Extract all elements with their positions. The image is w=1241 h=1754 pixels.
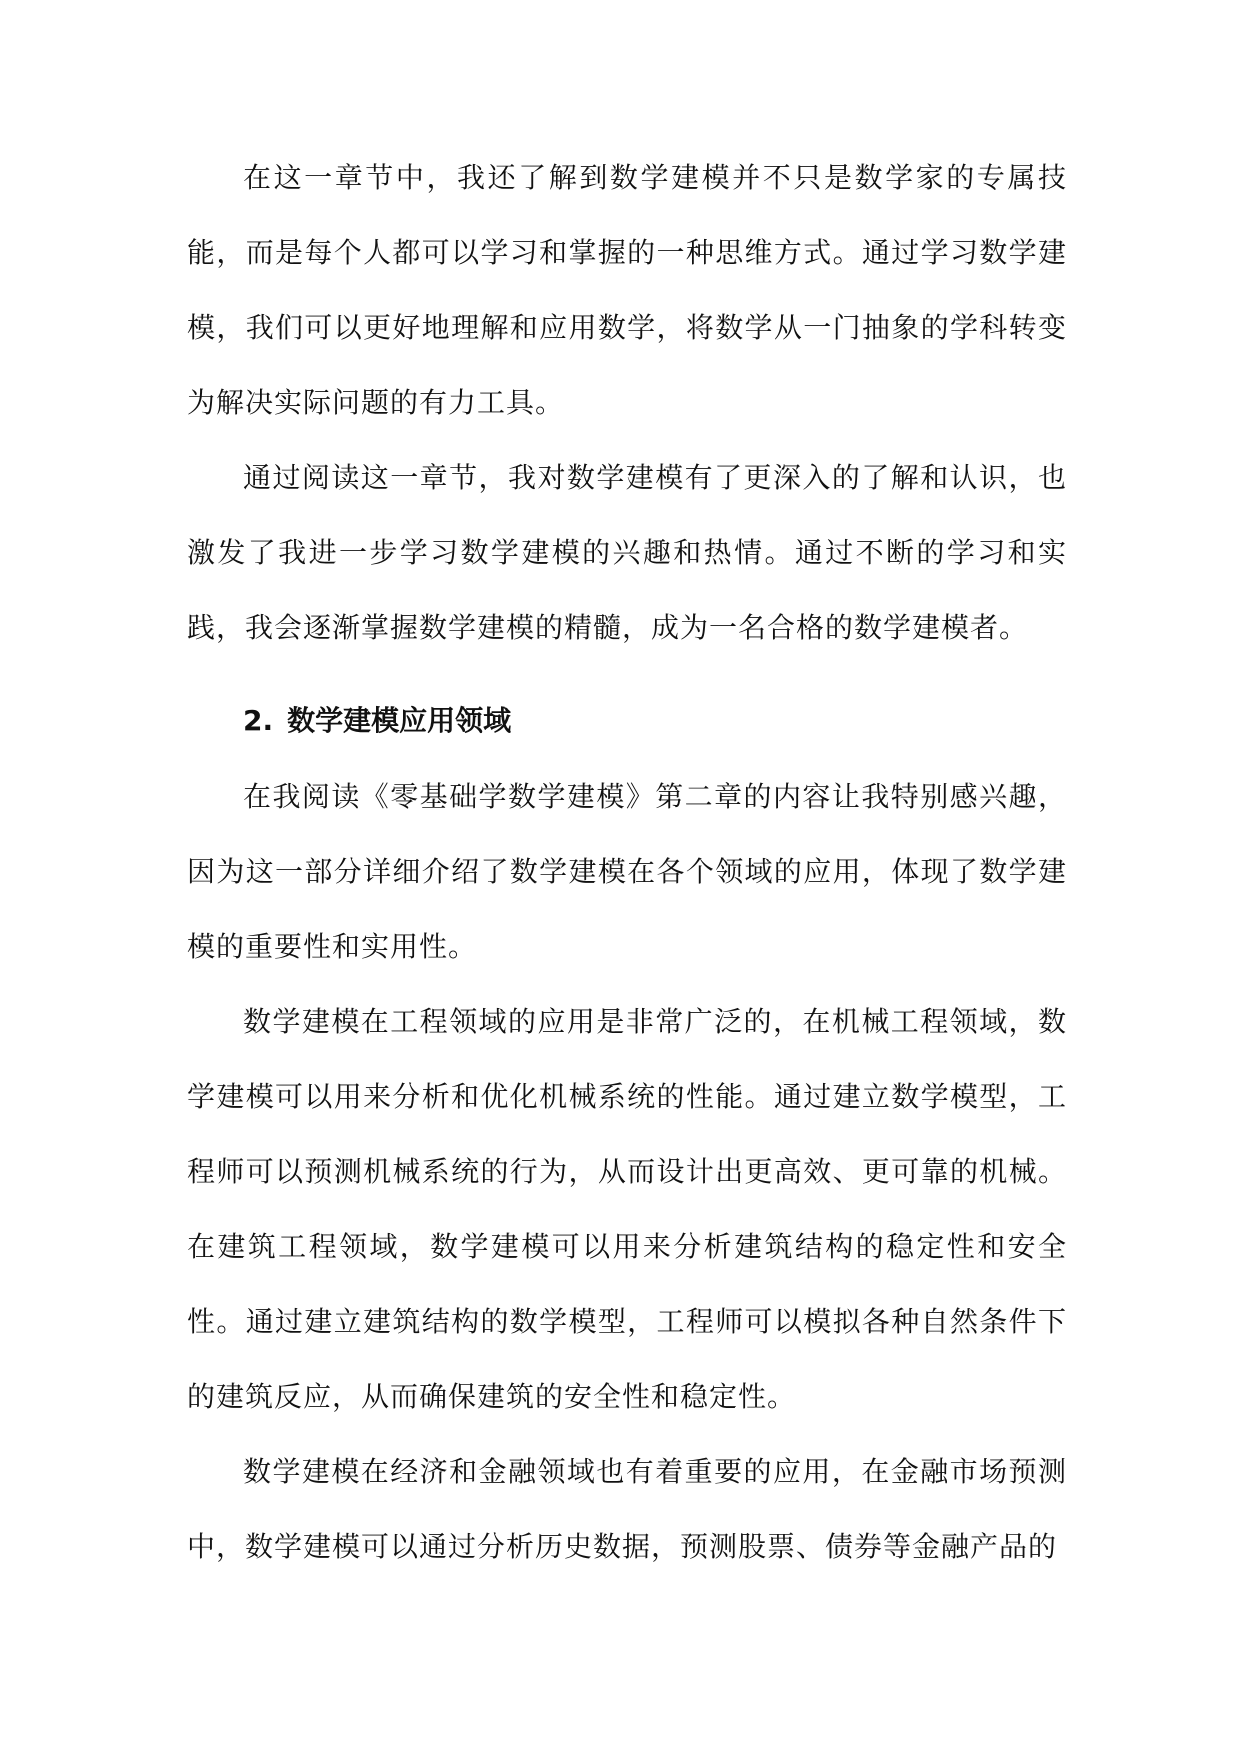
paragraph: 在我阅读《零基础学数学建模》第二章的内容让我特别感兴趣，因为这一部分详细介绍了数学建模在各个领域的应用，体现了数学建模的重要性和实用性。 (187, 780, 1067, 963)
section-title: 数学建模应用领域 (287, 704, 512, 737)
section-number: 2. (243, 704, 274, 737)
paragraph: 通过阅读这一章节，我对数学建模有了更深入的了解和认识，也激发了我进一步学习数学建模的兴趣和热情。通过不断的学习和实践，我会逐渐掌握数学建模的精髓，成为一名合格的数学建模者。 (187, 461, 1067, 644)
section-heading (187, 665, 1067, 759)
paragraph: 数学建模在经济和金融领域也有着重要的应用，在金融市场预测中，数学建模可以通过分析历史数据，预测股票、债券等金融产品的 (187, 1455, 1067, 1563)
document-body (187, 140, 1067, 1584)
paragraph: 在这一章节中，我还了解到数学建模并不只是数学家的专属技能，而是每个人都可以学习和掌握的一种思维方式。通过学习数学建模，我们可以更好地理解和应用数学，将数学从一门抽象的学科转变为解决实际问题的有力工具。 (187, 161, 1067, 419)
paragraph: 数学建模在工程领域的应用是非常广泛的，在机械工程领域，数学建模可以用来分析和优化机械系统的性能。通过建立数学模型，工程师可以预测机械系统的行为，从而设计出更高效、更可靠的机械。在建筑工程领域，数学建模可以用来分析建筑结构的稳定性和安全性。通过建立建筑结构的数学模型，工程师可以模拟各种自然条件下的建筑反应，从而确保建筑的安全性和稳定性。 (187, 1005, 1067, 1413)
